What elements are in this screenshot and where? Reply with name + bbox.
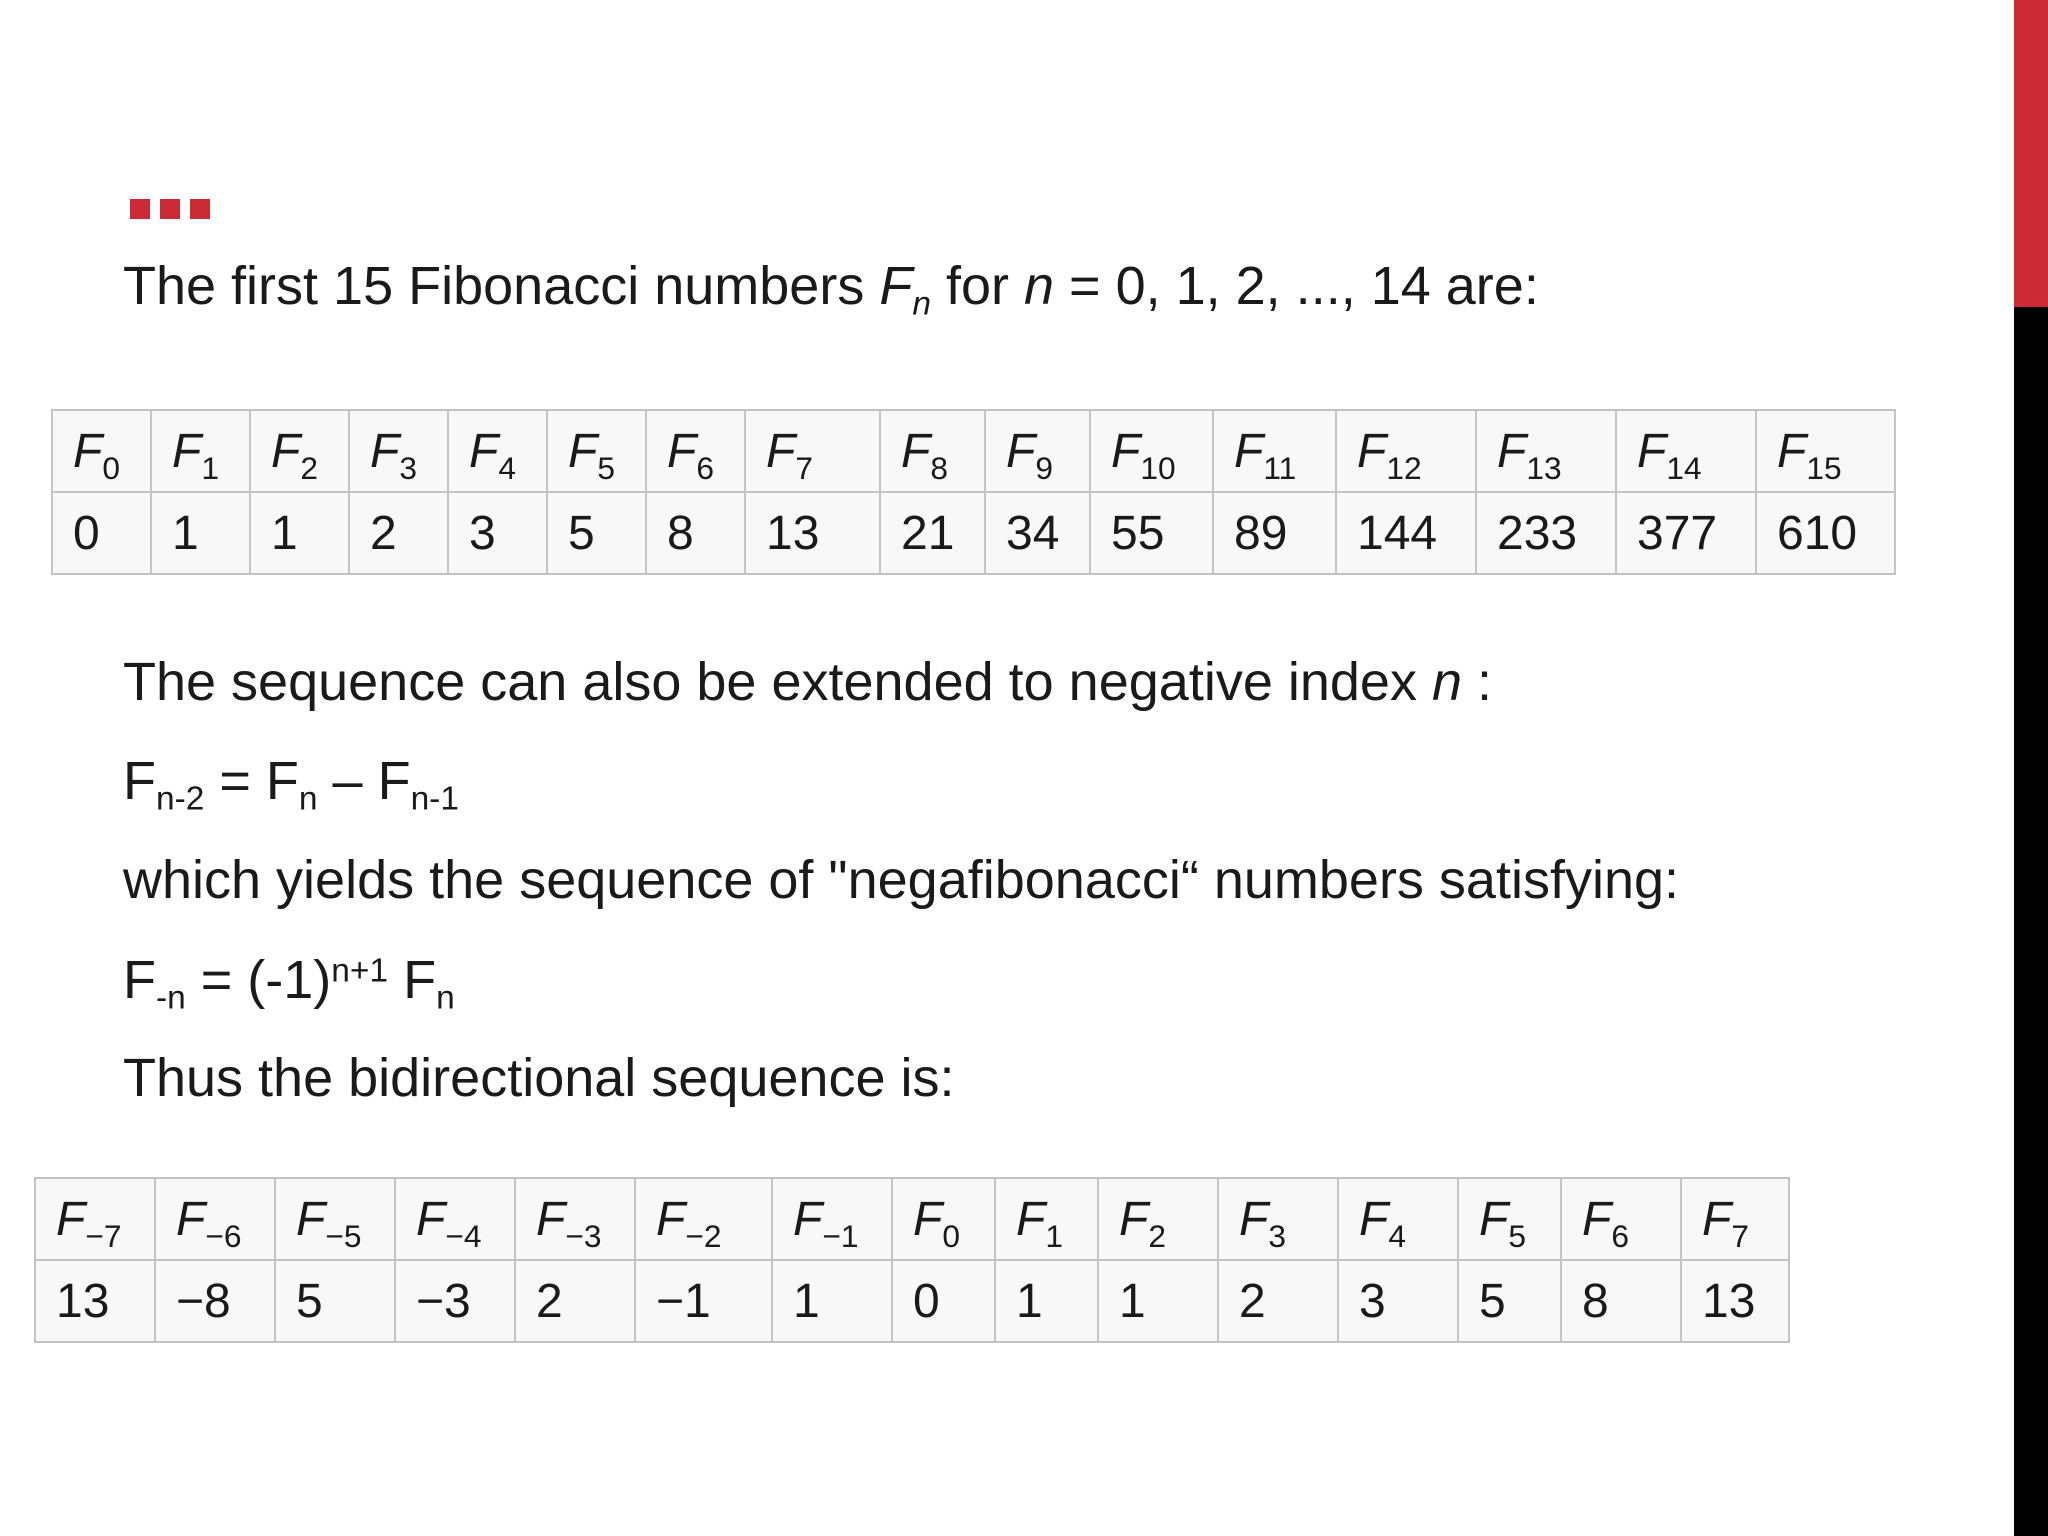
title-decoration	[130, 199, 210, 219]
bidirectional-header-sub: −3	[565, 1217, 602, 1254]
intro-text-after: = 0, 1, 2, ..., 14 are:	[1054, 256, 1539, 316]
fibonacci-header-base: F	[901, 424, 931, 478]
fibonacci-header-base: F	[667, 424, 697, 478]
fibonacci-header-sub: 1	[201, 449, 219, 486]
fibonacci-header-cell	[52, 410, 151, 492]
f1-b-sub: n	[298, 780, 318, 818]
bidirectional-value-cell: 1	[1098, 1260, 1218, 1342]
fibonacci-header-cell	[1090, 410, 1213, 492]
fibonacci-table	[51, 409, 1896, 575]
bidirectional-value-cell: −8	[155, 1260, 275, 1342]
fibonacci-header-base: F	[172, 424, 202, 478]
fibonacci-value-cell: 55	[1090, 492, 1213, 574]
bidirectional-header-base: F	[656, 1192, 686, 1246]
bidirectional-value-cell: 8	[1561, 1260, 1681, 1342]
extend-n: n	[1431, 652, 1462, 712]
fibonacci-header-base: F	[766, 424, 796, 478]
bidirectional-value-cell: −3	[395, 1260, 515, 1342]
bidirectional-header-cell	[1458, 1178, 1561, 1260]
fibonacci-header-sub: 8	[930, 449, 948, 486]
bidirectional-header-base: F	[1016, 1192, 1046, 1246]
bidirectional-header-cell	[635, 1178, 772, 1260]
fibonacci-header-sub: 7	[795, 449, 813, 486]
fibonacci-header-sub: 0	[102, 449, 120, 486]
fibonacci-header-row	[52, 410, 1895, 492]
bidirectional-header-sub: −6	[205, 1217, 242, 1254]
fibonacci-header-cell	[250, 410, 349, 492]
bidirectional-header-sub: 4	[1388, 1217, 1406, 1254]
intro-line	[123, 254, 1539, 323]
bidirectional-value-cell: 2	[1218, 1260, 1338, 1342]
f2-exp: n+1	[331, 952, 389, 990]
bidirectional-header-sub: −4	[445, 1217, 482, 1254]
fibonacci-header-base: F	[370, 424, 400, 478]
bidirectional-header-cell	[1338, 1178, 1458, 1260]
fibonacci-value-cell: 13	[745, 492, 880, 574]
fibonacci-header-cell	[745, 410, 880, 492]
bidirectional-header-cell	[515, 1178, 635, 1260]
bidirectional-value-cell: 3	[1338, 1260, 1458, 1342]
fibonacci-value-cell: 1	[250, 492, 349, 574]
bidirectional-header-base: F	[536, 1192, 566, 1246]
bidirectional-header-base: F	[1702, 1192, 1732, 1246]
bidirectional-header-base: F	[1359, 1192, 1389, 1246]
bidirectional-header-cell	[155, 1178, 275, 1260]
fibonacci-header-cell	[349, 410, 448, 492]
bidirectional-header-base: F	[1119, 1192, 1149, 1246]
bidirectional-header-sub: 0	[942, 1217, 960, 1254]
fibonacci-header-sub: 2	[300, 449, 318, 486]
f1-a: F	[123, 751, 156, 811]
bidirectional-header-base: F	[296, 1192, 326, 1246]
bidirectional-header-base: F	[176, 1192, 206, 1246]
bidirectional-value-cell: 0	[892, 1260, 995, 1342]
fibonacci-header-cell	[1336, 410, 1476, 492]
side-accent-red	[2014, 0, 2048, 307]
fibonacci-header-sub: 13	[1526, 449, 1562, 486]
fibonacci-header-base: F	[568, 424, 598, 478]
bidirectional-line: Thus the bidirectional sequence is:	[123, 1048, 955, 1108]
bidirectional-value-cell: 5	[1458, 1260, 1561, 1342]
fibonacci-value-cell: 3	[448, 492, 547, 574]
fibonacci-value-cell: 377	[1616, 492, 1756, 574]
bidirectional-header-sub: −5	[325, 1217, 362, 1254]
bidirectional-value-cell: −1	[635, 1260, 772, 1342]
f1-c-sub: n-1	[410, 780, 459, 818]
bidirectional-header-base: F	[1582, 1192, 1612, 1246]
fibonacci-value-cell: 89	[1213, 492, 1336, 574]
fibonacci-header-base: F	[1006, 424, 1036, 478]
bidirectional-header-base: F	[913, 1192, 943, 1246]
bidirectional-header-sub: −7	[85, 1217, 122, 1254]
fibonacci-header-cell	[547, 410, 646, 492]
fibonacci-header-base: F	[1777, 424, 1807, 478]
fibonacci-header-sub: 12	[1386, 449, 1422, 486]
extend-tail: :	[1462, 652, 1493, 712]
fibonacci-value-cell: 2	[349, 492, 448, 574]
fibonacci-header-base: F	[1637, 424, 1667, 478]
fibonacci-header-cell	[1476, 410, 1616, 492]
bidirectional-header-sub: −2	[685, 1217, 722, 1254]
bidirectional-header-cell	[275, 1178, 395, 1260]
bidirectional-header-row	[35, 1178, 1789, 1260]
f1-eq: = F	[204, 751, 299, 811]
bidirectional-header-cell	[395, 1178, 515, 1260]
bidirectional-header-cell	[995, 1178, 1098, 1260]
fibonacci-header-sub: 14	[1666, 449, 1702, 486]
formula-negafib	[123, 948, 455, 1017]
intro-text-mid: for	[930, 256, 1024, 316]
fibonacci-header-sub: 5	[597, 449, 615, 486]
side-accent-bar	[2014, 0, 2048, 1536]
fibonacci-header-cell	[646, 410, 745, 492]
fibonacci-value-cell: 610	[1756, 492, 1895, 574]
fibonacci-header-sub: 4	[498, 449, 516, 486]
bidirectional-header-sub: 7	[1731, 1217, 1749, 1254]
fibonacci-header-cell	[1616, 410, 1756, 492]
fibonacci-header-base: F	[1234, 424, 1264, 478]
fibonacci-value-cell: 34	[985, 492, 1090, 574]
f1-minus: – F	[317, 751, 411, 811]
fibonacci-value-cell: 233	[1476, 492, 1616, 574]
bidirectional-value-row	[35, 1260, 1789, 1342]
extend-text: The sequence can also be extended to negative index	[123, 652, 1432, 712]
bidirectional-header-cell	[892, 1178, 995, 1260]
fibonacci-header-sub: 10	[1140, 449, 1176, 486]
fibonacci-header-sub: 3	[399, 449, 417, 486]
fibonacci-value-cell: 5	[547, 492, 646, 574]
fibonacci-value-cell: 21	[880, 492, 985, 574]
bidirectional-value-cell: 13	[35, 1260, 155, 1342]
bidirectional-header-cell	[35, 1178, 155, 1260]
decor-square	[160, 199, 180, 219]
fibonacci-header-sub: 6	[696, 449, 714, 486]
intro-var: F	[879, 256, 913, 316]
fibonacci-header-base: F	[1111, 424, 1141, 478]
f1-a-sub: n-2	[156, 780, 205, 818]
bidirectional-header-base: F	[416, 1192, 446, 1246]
bidirectional-header-sub: 2	[1148, 1217, 1166, 1254]
fibonacci-header-cell	[985, 410, 1090, 492]
fibonacci-header-cell	[448, 410, 547, 492]
bidirectional-header-sub: 6	[1611, 1217, 1629, 1254]
bidirectional-header-cell	[1098, 1178, 1218, 1260]
fibonacci-value-cell: 8	[646, 492, 745, 574]
bidirectional-table	[34, 1177, 1790, 1343]
negafib-line: which yields the sequence of "negafibonacci“ numbers satisfying:	[123, 850, 1680, 910]
bidirectional-header-sub: 5	[1508, 1217, 1526, 1254]
bidirectional-header-cell	[1561, 1178, 1681, 1260]
fibonacci-header-cell	[1213, 410, 1336, 492]
bidirectional-header-base: F	[1479, 1192, 1509, 1246]
bidirectional-value-cell: 1	[995, 1260, 1098, 1342]
bidirectional-value-cell: 5	[275, 1260, 395, 1342]
f2-eq: = (-1)	[185, 950, 332, 1010]
bidirectional-header-sub: 1	[1045, 1217, 1063, 1254]
intro-var-sub: n	[912, 285, 931, 323]
fibonacci-header-sub: 15	[1806, 449, 1842, 486]
fibonacci-header-cell	[1756, 410, 1895, 492]
fibonacci-value-cell: 0	[52, 492, 151, 574]
fibonacci-header-base: F	[469, 424, 499, 478]
extend-line	[123, 650, 1492, 714]
bidirectional-header-base: F	[793, 1192, 823, 1246]
intro-n: n	[1023, 256, 1055, 316]
fibonacci-header-base: F	[1357, 424, 1387, 478]
bidirectional-value-cell: 2	[515, 1260, 635, 1342]
bidirectional-header-base: F	[56, 1192, 86, 1246]
intro-text: The first 15 Fibonacci numbers	[123, 256, 880, 316]
fibonacci-header-base: F	[1497, 424, 1527, 478]
f2-a-sub: -n	[156, 979, 186, 1017]
f2-b-sub: n	[436, 979, 455, 1017]
fibonacci-header-cell	[151, 410, 250, 492]
decor-square	[190, 199, 210, 219]
fibonacci-value-cell: 144	[1336, 492, 1476, 574]
bidirectional-header-base: F	[1239, 1192, 1269, 1246]
bidirectional-header-sub: −1	[822, 1217, 859, 1254]
fibonacci-value-row	[52, 492, 1895, 574]
bidirectional-header-cell	[772, 1178, 892, 1260]
bidirectional-value-cell: 13	[1681, 1260, 1789, 1342]
fibonacci-header-sub: 11	[1263, 449, 1297, 486]
fibonacci-header-base: F	[271, 424, 301, 478]
fibonacci-header-base: F	[73, 424, 103, 478]
bidirectional-header-cell	[1218, 1178, 1338, 1260]
formula-recurrence	[123, 749, 459, 818]
fibonacci-value-cell: 1	[151, 492, 250, 574]
f2-b: F	[388, 950, 437, 1010]
bidirectional-header-sub: 3	[1268, 1217, 1286, 1254]
decor-square	[130, 199, 150, 219]
f2-a: F	[123, 950, 156, 1010]
bidirectional-value-cell: 1	[772, 1260, 892, 1342]
fibonacci-header-cell	[880, 410, 985, 492]
bidirectional-header-cell	[1681, 1178, 1789, 1260]
fibonacci-header-sub: 9	[1035, 449, 1053, 486]
